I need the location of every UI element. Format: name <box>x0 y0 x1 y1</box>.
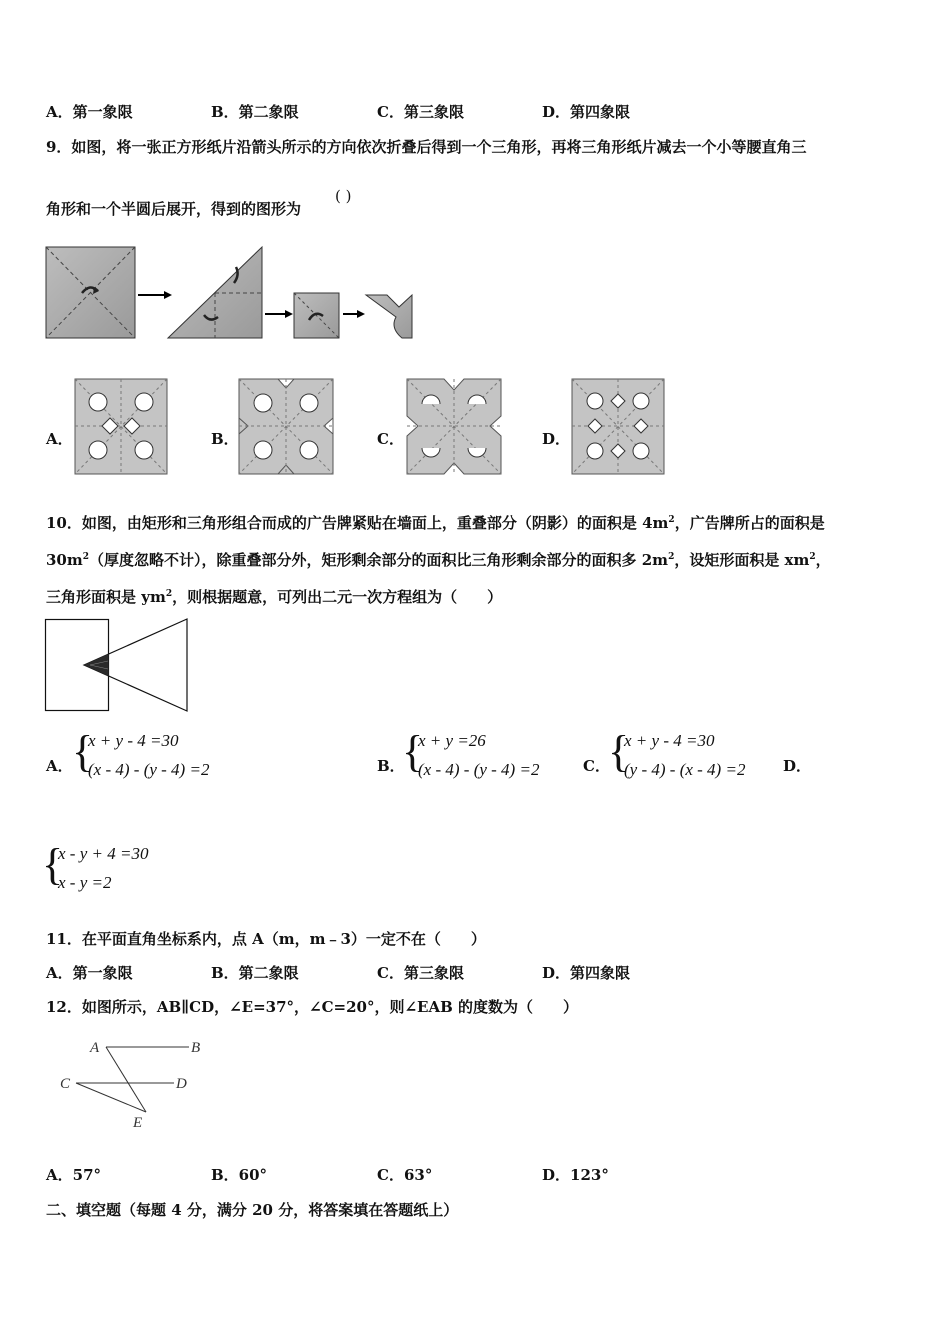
q10-option-c-eq2: (y - 4) - (x - 4) =2 <box>624 760 746 779</box>
q10-option-b-letter: B． <box>377 757 405 775</box>
q10-option-d-letter: D． <box>783 757 812 775</box>
q11-option-a: A．第一象限 <box>46 964 133 982</box>
q8-option-b: B．第二象限 <box>211 103 299 121</box>
point-label-c: C <box>60 1076 71 1092</box>
q11-option-b: B．第二象限 <box>211 964 299 982</box>
q10-option-a-letter: A． <box>46 757 73 775</box>
q9-option-a-figure <box>74 378 168 475</box>
q10-option-b-eq2: (x - 4) - (y - 4) =2 <box>418 760 540 779</box>
fold-step2-triangle <box>168 247 262 338</box>
q10-option-c-eq1: x + y - 4 =30 <box>624 731 715 750</box>
q9-option-d-letter: D． <box>542 430 571 448</box>
q9-stem-line2: 角形和一个半圆后展开，得到的图形为 <box>46 200 302 218</box>
q10-stem-line2: $30m^2$（厚度忽略不计），除重叠部分外，矩形剩余部分的面积比三角形剩余部分的面积多 $2m^2$，设矩形面积是 $xm^2$， <box>46 551 831 569</box>
q11-option-c: C．第三象限 <box>377 964 464 982</box>
fold-step1-square <box>46 247 135 338</box>
q8-option-c: C．第三象限 <box>377 103 464 121</box>
q9-option-c-figure <box>406 378 502 475</box>
point-label-a: A <box>90 1040 100 1056</box>
q9-option-c-letter: C． <box>377 430 404 448</box>
q8-option-a: A．第一象限 <box>46 103 133 121</box>
q10-billboard-figure <box>44 617 190 713</box>
q10-option-a-brace: { <box>72 727 94 776</box>
q10-option-c-letter: C． <box>583 757 610 775</box>
q10-option-a-eq2: (x - 4) - (y - 4) =2 <box>88 760 210 779</box>
q10-option-b-eq1: x + y =26 <box>418 731 486 750</box>
q10-stem-line1: 10．如图，由矩形和三角形组合而成的广告牌紧贴在墙面上，重叠部分（阴影）的面积是 $4m^2$，广告牌所占的面积是 <box>46 514 825 532</box>
q10-option-d-brace: { <box>42 840 64 889</box>
q9-answer-paren: ( ) <box>335 187 352 205</box>
q8-option-d: D．第四象限 <box>542 103 631 121</box>
q10-stem-line3: 三角形面积是 $ym^2$，则根据题意，可列出二元一次方程组为（ ） <box>46 588 503 606</box>
q11-option-d: D．第四象限 <box>542 964 631 982</box>
fold-step4-cut-shape <box>366 295 412 338</box>
q11-stem: 11．在平面直角坐标系内，点 A（m，m﹣3）一定不在（ ） <box>46 930 486 948</box>
q10-option-a-eq1: x + y - 4 =30 <box>88 731 179 750</box>
q10-option-d-eq2: x - y =2 <box>58 873 112 892</box>
q12-parallel-lines-figure <box>56 1035 216 1131</box>
q12-option-b: B．60° <box>211 1166 268 1184</box>
q9-option-d-figure <box>571 378 665 475</box>
q12-option-a: A．57° <box>46 1166 102 1184</box>
q9-fold-figure <box>44 243 416 343</box>
q10-option-d-eq1: x - y + 4 =30 <box>58 844 149 863</box>
point-label-e: E <box>133 1115 143 1131</box>
q12-option-d: D．123° <box>542 1166 609 1184</box>
fold-arrow-2 <box>265 310 293 318</box>
fold-step3-small-square <box>294 293 339 338</box>
q9-option-b-letter: B． <box>211 430 239 448</box>
section-2-heading: 二、填空题（每题 4 分，满分 20 分，将答案填在答题纸上） <box>46 1201 459 1219</box>
q12-stem: 12．如图所示，AB∥CD，∠E=37°，∠C=20°，则∠EAB 的度数为（ ） <box>46 998 579 1016</box>
fold-arrow-3 <box>343 310 365 318</box>
q9-stem-line1: 9．如图，将一张正方形纸片沿箭头所示的方向依次折叠后得到一个三角形，再将三角形纸片减去一个小等腰直角三 <box>46 138 807 156</box>
q10-option-c-brace: { <box>608 727 630 776</box>
fold-arrow-1 <box>138 291 172 299</box>
point-label-d: D <box>176 1076 187 1092</box>
q10-option-b-brace: { <box>402 727 424 776</box>
q12-option-c: C．63° <box>377 1166 433 1184</box>
point-label-b: B <box>191 1040 201 1056</box>
q9-option-a-letter: A． <box>46 430 73 448</box>
q9-option-b-figure <box>238 378 334 475</box>
